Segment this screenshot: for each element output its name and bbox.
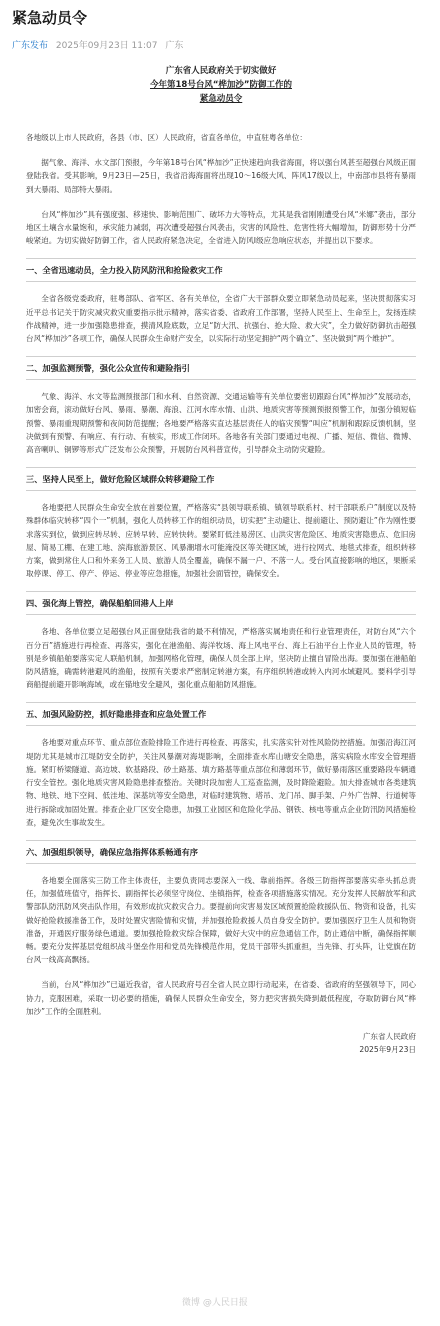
section-body: 各地要对重点环节、重点部位查险排险工作进行再检查、再落实，扎实落实针对性风险防控措施。加强沿海江河堤防尤其是城市江堤防安全防护，关注风暴潮对海堤影响，全面排查水库山塘安全隐患，落实病险水库安全管理措施。紧盯桥梁隧道、高边坡、软基路段、砂土路基、填方路基等重点部位和薄弱环节，做好暴雨落区重要路段车辆通行安全管控。强化地质灾害风险隐患排查整治。关键时段加密人工巡查监测，及时降险避险。加大排查城市各类建筑物、地铁、地下空间、低洼地、深基坑等安全隐患，对临时建筑物、塔吊、龙门吊、脚手架、户外广告牌、行道树等进行拆除或加固处置。排查企业厂区安全隐患，加强工业园区和危险化学品、钢铁、核电等重点企业防汛防风措施检查，避免次生事故发生。 xyxy=(26,738,416,827)
section-heading: 三、坚持人民至上，做好危险区域群众转移避险工作 xyxy=(26,467,416,491)
publish-datetime: 2025年09月23日 11:07 xyxy=(55,41,158,51)
document-title-line: 紧急动员令 xyxy=(199,94,243,104)
signature xyxy=(26,1030,416,1056)
document-title-line: 广东省人民政府关于切实做好 xyxy=(165,66,277,76)
page-title: 紧急动员令 xyxy=(12,9,88,27)
document-title-line: 今年第18号台风“桦加沙”防御工作的 xyxy=(149,80,292,90)
section-body: 气象、海洋、水文等监测预报部门和水利、自然资源、交通运输等有关单位要密切跟踪台风“桦加沙”发展动态，加密会商，滚动做好台风、暴雨、暴潮、海浪、江河水库水情、山洪、地质灾害等预测预报预警工作，加强分镇短临预警、暴雨重现期预警和夜间防范提醒；各地要严格落实直达基层责任人的临灾预警“叫应”机制和跟踪反馈机制，坚决做到有预警、有响应、有行动、有核实，形成工作闭环。各地各有关部门要通过电视、广播、短信、微信、微博、高音喇叭、铜锣等形式广泛发布公众预警，开展防台风科普宣传，引导群众主动防灾避险。 xyxy=(26,392,416,455)
signature-date: 2025年9月23日 xyxy=(359,1044,416,1054)
document-title xyxy=(26,64,416,106)
section-heading: 一、全省迅速动员，全力投入防风防汛和抢险救灾工作 xyxy=(26,258,416,282)
source-link[interactable]: 广东发布 xyxy=(12,41,49,51)
closing-paragraph: 当前，台风“桦加沙”已逼近我省，省人民政府号召全省人民立即行动起来，在省委、省政府的坚强领导下，同心协力，克服困难，采取一切必要的措施，确保人民群众生命安全，努力把灾害损失降到最低程度，夺取防御台风“桦加沙”工作的全面胜利。 xyxy=(26,980,416,1016)
document-body xyxy=(26,50,416,1056)
section-heading: 五、加强风险防控，抓好隐患排查和应急处置工作 xyxy=(26,702,416,726)
watermark: 微博 @人民日报 xyxy=(182,1298,248,1308)
section-heading: 二、加强监测预警，强化公众宣传和避险指引 xyxy=(26,356,416,380)
signature-org: 广东省人民政府 xyxy=(362,1031,416,1041)
intro-paragraph: 台风“桦加沙”具有强度强、移速快、影响范围广、破坏力大等特点，尤其是我省刚刚遭受台风“米娜”袭击，部分地区土壤含水量饱和，承灾能力减弱，再次遭受超强台风袭击，灾害的风险性、危害性将大幅增加，防御形势十分严峻紧迫。为切实做好防御工作，省人民政府紧急决定，全省进入防风Ⅰ级应急响应状态，并提出以下要求。 xyxy=(26,209,416,246)
section-heading: 六、加强组织领导，确保应急指挥体系畅通有序 xyxy=(26,840,416,864)
salutation: 各地级以上市人民政府，各县（市、区）人民政府，省直各单位，中直驻粤各单位： xyxy=(26,133,307,142)
section-body: 各地要全面落实三防工作主体责任，主要负责同志要深入一线、靠前指挥。各级三防指挥部要落实牵头抓总责任，加强值班值守，指挥长、副指挥长必须坚守岗位、坐镇指挥，检查各项措施落实情况。充分发挥人民解放军和武警部队防汛防风突击队作用，有效形成抗灾救灾合力。要提前向灾害易发区域预置抢险救援队伍、物资和设备，扎实做好抢险救援准备工作，及时处置灾害险情和灾情，并加强抢险救援人员自身安全防护。要加强医疗卫生人员和物资准备，开通医疗服务绿色通道。要加强抢险救灾综合保障，做好大灾中的应急通信工作，防止通信中断，确保指挥顺畅。要充分发挥基层党组织战斗堡垒作用和党员先锋模范作用，党员干部带头抓重担，当先锋、打头阵，让党旗在防台风一线高高飘扬。 xyxy=(26,875,416,965)
publish-region: 广东 xyxy=(165,41,184,51)
section-body: 全省各级党委政府，驻粤部队、省军区、各有关单位，全省广大干部群众要立即紧急动员起来，坚决贯彻落实习近平总书记关于防灾减灾救灾重要指示批示精神，落实省委、省政府工作部署，坚持人民至上、生命至上，发扬连续作战精神，进一步加强隐患排查，摸清风险底数，立足“防大汛、抗强台、抢大险、救大灾”，全力做好防御抗击超强台风“桦加沙”各项工作，确保人民群众生命财产安全，以实际行动坚定拥护“两个确立”、坚决做到“两个维护”。 xyxy=(26,294,416,344)
intro-paragraph: 据气象、海洋、水文部门预报，今年第18号台风“桦加沙”正快速趋向我省海面，将以强台风甚至超强台风级正面登陆我省。受其影响，9月23日—25日，我省沿海海面将出现10～16级大风、阵风17级以上，中南部市县将有暴雨到大暴雨、局部特大暴雨。 xyxy=(26,158,416,194)
section-body: 各地要把人民群众生命安全放在首要位置，严格落实“县领导联系镇、镇领导联系村、村干部联系户”制度以及特殊群体临灾转移“四个一”机制，强化人员转移工作的组织动员，切实把“主动避让、提前避让、预防避让”作为刚性要求落实到位，做到应转尽转、应转早转、应转快转。要紧盯低洼易涝区、山洪灾害危险区、地质灾害隐患点、危旧房屋、简易工棚、在建工地、滨海旅游景区、风暴潮增水可能淹没区等关键区域，进行拉网式、地毯式排查，组织转移方案，做到常住人口和外来务工人员、旅游人员全覆盖，确保不漏一户、不落一人。受台风直接影响的地区，果断采取停课、停工、停产、停运、停业等应急措施，加强社会面管控，确保安全。 xyxy=(26,503,416,579)
section-body: 各地、各单位要立足超强台风正面登陆我省的最不利情况，严格落实属地责任和行业管理责任，对防台风“六个百分百”措施进行再检查、再落实，强化在港渔船、海洋牧场、海上风电平台、海上石油平台上作业人员的管理，特别是乡镇船舶要落实定人联船机制，加强网格化管理，确保人员全部上岸，坚决防止擅自冒险出海。要加强在港船舶防风措施，确需转港避风的渔船，按照有关要求严密制定转港方案，有序组织转港或转入内河水域避风。要科学引导商船提前避开影响海域，或在锚地安全避风，强化重点船舶防风措施。 xyxy=(26,627,416,690)
section-heading: 四、强化海上管控，确保船舶回港人上岸 xyxy=(26,591,416,615)
